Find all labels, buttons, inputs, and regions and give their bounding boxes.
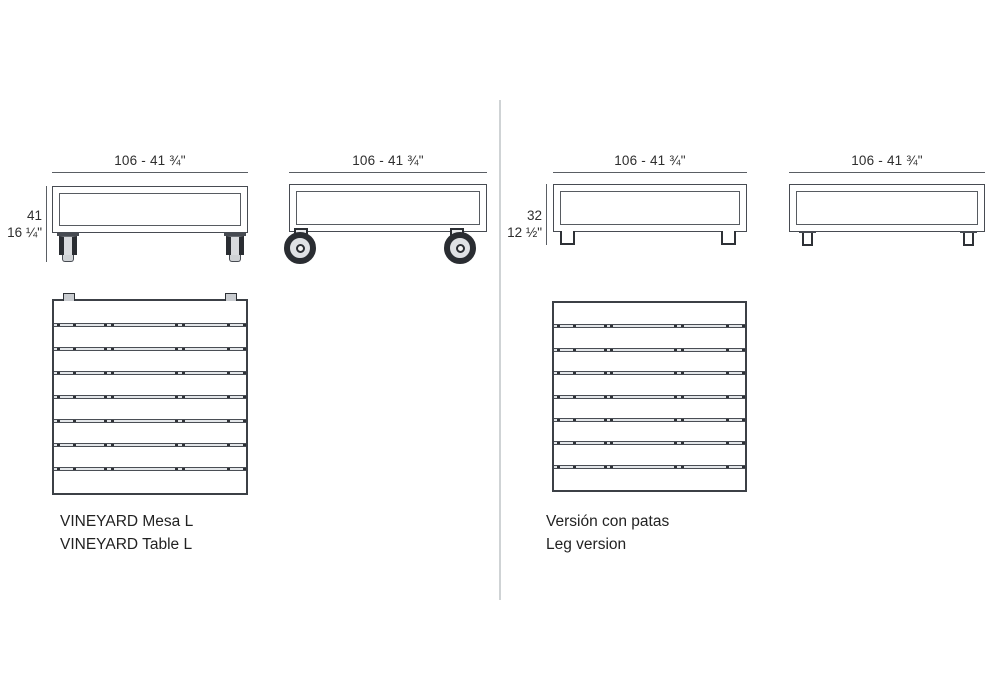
height-cm-label: 41 xyxy=(26,208,42,223)
screw-mark xyxy=(726,442,729,444)
slat-gap xyxy=(554,441,745,445)
plan-view-caster-version xyxy=(52,299,248,495)
width-dimension-leg-front xyxy=(789,153,985,173)
screw-mark xyxy=(57,468,60,470)
caster-top-mark xyxy=(63,293,75,301)
screw-mark xyxy=(557,466,560,468)
slat-gap xyxy=(554,348,745,352)
screw-mark xyxy=(681,349,684,351)
slat-gap xyxy=(554,418,745,422)
screw-mark xyxy=(243,372,246,374)
screw-mark xyxy=(742,466,745,468)
screw-mark xyxy=(742,396,745,398)
slat-gap xyxy=(54,467,246,471)
screw-mark xyxy=(681,442,684,444)
screw-mark xyxy=(610,442,613,444)
screw-mark xyxy=(104,420,107,422)
screw-mark xyxy=(573,349,576,351)
screw-mark xyxy=(104,444,107,446)
screw-mark xyxy=(742,325,745,327)
screw-mark xyxy=(111,372,114,374)
screw-mark xyxy=(557,349,560,351)
height-in-label: 16 ¼" xyxy=(7,225,42,240)
screw-mark xyxy=(175,372,178,374)
screw-mark xyxy=(104,468,107,470)
screw-mark xyxy=(573,372,576,374)
screw-mark xyxy=(104,396,107,398)
screw-mark xyxy=(610,396,613,398)
screw-mark xyxy=(604,466,607,468)
slat-gap xyxy=(54,419,246,423)
slat-gap xyxy=(554,371,745,375)
width-dimension-leg-side xyxy=(553,153,747,173)
screw-mark xyxy=(111,468,114,470)
screw-mark xyxy=(111,396,114,398)
table-elevation-leg-side xyxy=(553,184,747,232)
screw-mark xyxy=(674,396,677,398)
screw-mark xyxy=(57,396,60,398)
product-title xyxy=(60,511,193,556)
screw-mark xyxy=(175,396,178,398)
screw-mark xyxy=(104,324,107,326)
screw-mark xyxy=(604,349,607,351)
screw-mark xyxy=(57,372,60,374)
screw-mark xyxy=(726,396,729,398)
slat-gap xyxy=(554,395,745,399)
screw-mark xyxy=(726,419,729,421)
caster-foot xyxy=(62,255,74,262)
height-dimension-leg xyxy=(502,207,542,241)
screw-mark xyxy=(610,325,613,327)
screw-mark xyxy=(726,325,729,327)
screw-mark xyxy=(73,396,76,398)
screw-mark xyxy=(243,396,246,398)
dimension-width-label: 106 - 41 ¾" xyxy=(114,153,186,168)
screw-mark xyxy=(57,324,60,326)
wheel-hub xyxy=(296,244,305,253)
screw-mark xyxy=(573,325,576,327)
screw-mark xyxy=(243,444,246,446)
slat-gap xyxy=(554,324,745,328)
caster-fork xyxy=(226,236,244,255)
screw-mark xyxy=(604,325,607,327)
screw-mark xyxy=(726,349,729,351)
screw-mark xyxy=(182,468,185,470)
screw-mark xyxy=(610,419,613,421)
screw-mark xyxy=(681,396,684,398)
caster-top-mark xyxy=(225,293,237,301)
screw-mark xyxy=(182,396,185,398)
screw-mark xyxy=(73,324,76,326)
table-rim xyxy=(59,193,241,226)
screw-mark xyxy=(681,466,684,468)
slat-gap xyxy=(54,443,246,447)
screw-mark xyxy=(742,419,745,421)
dimension-line xyxy=(52,172,248,173)
variant-name-en: Leg version xyxy=(546,535,627,553)
screw-mark xyxy=(73,372,76,374)
height-cm-label: 32 xyxy=(526,208,542,223)
screw-mark xyxy=(111,420,114,422)
caster-fork xyxy=(59,236,77,255)
caster-wheel xyxy=(284,232,316,264)
caster-foot xyxy=(229,255,241,262)
screw-mark xyxy=(111,348,114,350)
screw-mark xyxy=(610,466,613,468)
screw-mark xyxy=(557,442,560,444)
screw-mark xyxy=(175,468,178,470)
dimension-line xyxy=(553,172,747,173)
screw-mark xyxy=(182,444,185,446)
caster-wheel-edge xyxy=(59,233,77,263)
slat-gap xyxy=(54,371,246,375)
table-rim xyxy=(296,191,480,225)
screw-mark xyxy=(182,372,185,374)
dimension-width-label: 106 - 41 ¾" xyxy=(851,153,923,168)
screw-mark xyxy=(73,468,76,470)
table-leg xyxy=(721,231,736,245)
height-in-label: 12 ½" xyxy=(507,225,542,240)
height-dimension-line-leg xyxy=(546,184,547,245)
screw-mark xyxy=(227,396,230,398)
caster-wheel xyxy=(444,232,476,264)
table-elevation-caster-edge xyxy=(52,186,248,233)
slat-gap xyxy=(54,323,246,327)
screw-mark xyxy=(227,468,230,470)
screw-mark xyxy=(73,420,76,422)
table-elevation-leg-front xyxy=(789,184,985,232)
screw-mark xyxy=(674,372,677,374)
dimension-line xyxy=(789,172,985,173)
screw-mark xyxy=(104,348,107,350)
plan-view-leg-version xyxy=(552,301,747,492)
screw-mark xyxy=(243,348,246,350)
screw-mark xyxy=(726,466,729,468)
screw-mark xyxy=(557,419,560,421)
width-dimension-caster-edge xyxy=(52,153,248,173)
screw-mark xyxy=(573,396,576,398)
screw-mark xyxy=(742,442,745,444)
screw-mark xyxy=(243,420,246,422)
screw-mark xyxy=(604,442,607,444)
slat-gap xyxy=(554,465,745,469)
table-rim xyxy=(560,191,740,225)
slat-gap xyxy=(54,395,246,399)
screw-mark xyxy=(57,444,60,446)
screw-mark xyxy=(610,372,613,374)
screw-mark xyxy=(604,372,607,374)
table-leg xyxy=(802,233,813,246)
center-divider-line xyxy=(499,100,501,600)
screw-mark xyxy=(182,420,185,422)
screw-mark xyxy=(227,348,230,350)
screw-mark xyxy=(227,372,230,374)
screw-mark xyxy=(726,372,729,374)
dimension-line xyxy=(289,172,487,173)
screw-mark xyxy=(604,419,607,421)
screw-mark xyxy=(742,349,745,351)
screw-mark xyxy=(742,372,745,374)
height-dimension-line-caster xyxy=(46,186,47,262)
table-rim xyxy=(796,191,978,225)
screw-mark xyxy=(175,348,178,350)
product-name-en: VINEYARD Table L xyxy=(60,535,193,553)
screw-mark xyxy=(227,420,230,422)
height-dimension-caster xyxy=(0,207,42,241)
screw-mark xyxy=(557,325,560,327)
wheel-hub xyxy=(456,244,465,253)
screw-mark xyxy=(243,468,246,470)
screw-mark xyxy=(175,444,178,446)
screw-mark xyxy=(573,419,576,421)
screw-mark xyxy=(111,324,114,326)
caster-wheel-edge xyxy=(226,233,244,263)
dimension-width-label: 106 - 41 ¾" xyxy=(614,153,686,168)
screw-mark xyxy=(681,372,684,374)
variant-name-es: Versión con patas xyxy=(546,513,670,530)
screw-mark xyxy=(104,372,107,374)
screw-mark xyxy=(674,419,677,421)
screw-mark xyxy=(681,419,684,421)
screw-mark xyxy=(243,324,246,326)
screw-mark xyxy=(175,420,178,422)
width-dimension-caster-side xyxy=(289,153,487,173)
table-elevation-caster-side xyxy=(289,184,487,232)
screw-mark xyxy=(227,444,230,446)
screw-mark xyxy=(57,420,60,422)
screw-mark xyxy=(73,444,76,446)
screw-mark xyxy=(73,348,76,350)
slat-gap xyxy=(54,347,246,351)
screw-mark xyxy=(227,324,230,326)
product-name-es: VINEYARD Mesa L xyxy=(60,513,194,530)
screw-mark xyxy=(182,324,185,326)
table-leg xyxy=(560,231,575,245)
screw-mark xyxy=(557,396,560,398)
screw-mark xyxy=(111,444,114,446)
screw-mark xyxy=(610,349,613,351)
screw-mark xyxy=(681,325,684,327)
table-leg xyxy=(963,233,974,246)
screw-mark xyxy=(674,325,677,327)
screw-mark xyxy=(674,442,677,444)
screw-mark xyxy=(604,396,607,398)
variant-title xyxy=(546,511,669,556)
screw-mark xyxy=(557,372,560,374)
screw-mark xyxy=(182,348,185,350)
screw-mark xyxy=(57,348,60,350)
screw-mark xyxy=(573,442,576,444)
screw-mark xyxy=(674,349,677,351)
screw-mark xyxy=(573,466,576,468)
screw-mark xyxy=(674,466,677,468)
dimension-width-label: 106 - 41 ¾" xyxy=(352,153,424,168)
screw-mark xyxy=(175,324,178,326)
